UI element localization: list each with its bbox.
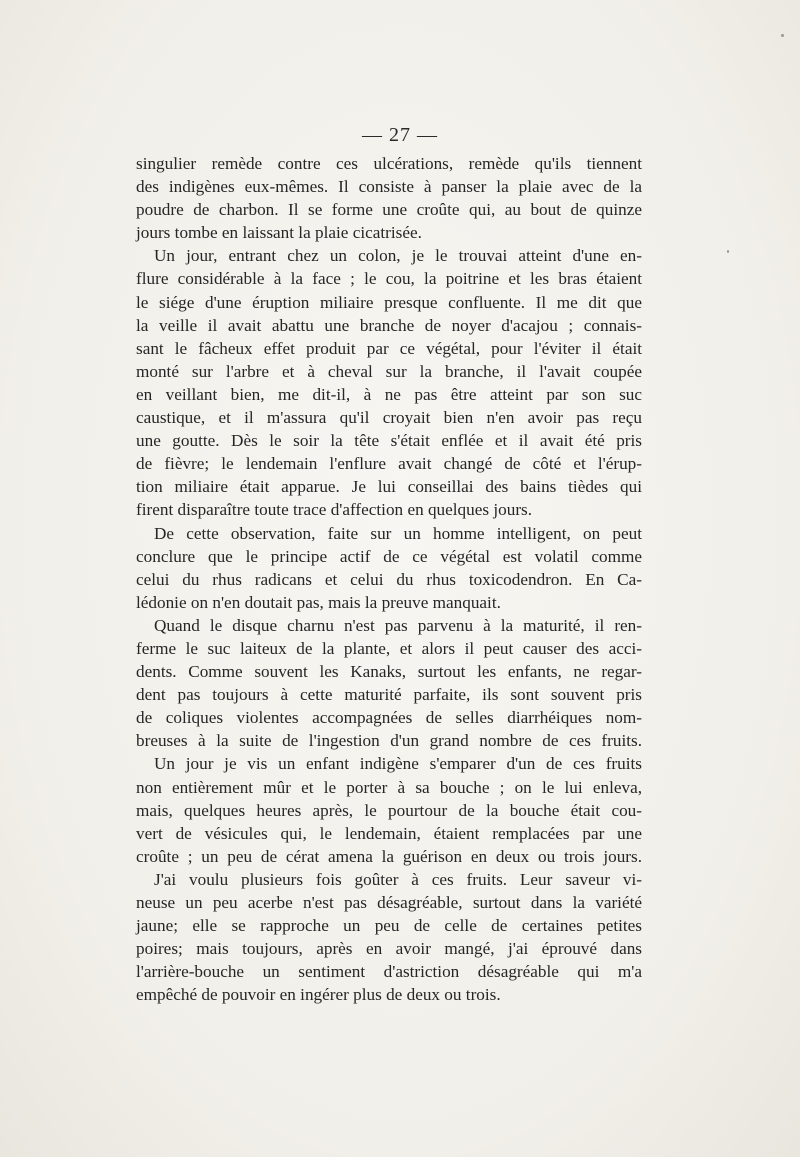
text-line: caustique, et il m'assura qu'il croyait bien n'en avoir pas reçu <box>136 408 642 428</box>
text-line: firent disparaître toute trace d'affection en quelques jours. <box>136 500 533 520</box>
paragraph-6 <box>136 868 642 1007</box>
body-text <box>136 152 642 1006</box>
paragraph-2 <box>136 244 642 521</box>
text-line: Un jour, entrant chez un colon, je le trouvai atteint d'une en- <box>154 246 642 266</box>
page-number: — 27 — <box>362 124 438 146</box>
paragraph-5 <box>136 752 642 867</box>
text-line: jours tombe en laissant la plaie cicatrisée. <box>136 223 422 243</box>
text-line: Un jour je vis un enfant indigène s'emparer d'un de ces fruits <box>154 754 642 774</box>
text-line: dent pas toujours à cette maturité parfaite, ils sont souvent pris <box>136 685 642 705</box>
text-line: empêché de pouvoir en ingérer plus de deux ou trois. <box>136 985 501 1005</box>
text-line: ferme le suc laiteux de la plante, et alors il peut causer des acci- <box>136 638 642 658</box>
text-line: de fièvre; le lendemain l'enflure avait changé de côté et l'érup- <box>136 454 642 474</box>
text-line: neuse un peu acerbe n'est pas désagréable, surtout dans la variété <box>136 893 642 912</box>
paragraph-3 <box>136 522 642 614</box>
paper-speck <box>781 34 784 37</box>
text-line: breuses à la suite de l'ingestion d'un grand nombre de ces fruits. <box>136 731 642 751</box>
text-line: De cette observation, faite sur un homme intelligent, on peut <box>154 523 642 543</box>
text-line: dents. Comme souvent les Kanaks, surtout les enfants, ne regar- <box>136 662 642 682</box>
text-line: flure considérable à la face ; le cou, la poitrine et les bras étaient <box>136 269 642 289</box>
text-line: monté sur l'arbre et à cheval sur la branche, il l'avait coupée <box>136 361 642 381</box>
text-line: des indigènes eux-mêmes. Il consiste à panser la plaie avec de la <box>136 177 642 197</box>
text-line: en veillant bien, me dit-il, à ne pas être atteint par son suc <box>136 384 642 404</box>
text-line: conclure que le principe actif de ce végétal est volatil comme <box>136 546 642 566</box>
text-line: l'arrière-bouche un sentiment d'astriction désagréable qui m'a <box>136 962 642 982</box>
text-line: de coliques violentes accompagnées de selles diarrhéiques nom- <box>136 708 642 728</box>
paragraph-4 <box>136 614 642 753</box>
text-line: croûte ; un peu de cérat amena la guérison en deux ou trois jours. <box>136 846 642 866</box>
text-line: Quand le disque charnu n'est pas parvenu à la maturité, il ren- <box>154 615 642 635</box>
paragraph-1 <box>136 152 642 244</box>
text-line: une goutte. Dès le soir la tête s'était enflée et il avait été pris <box>136 431 642 451</box>
text-line: poires; mais toujours, après en avoir mangé, j'ai éprouvé dans <box>136 939 642 959</box>
text-line: J'ai voulu plusieurs fois goûter à ces fruits. Leur saveur vi- <box>154 869 642 889</box>
text-line: sant le fâcheux effet produit par ce végétal, pour l'éviter il était <box>136 338 642 358</box>
paper-speck <box>727 250 729 253</box>
text-line: le siége d'une éruption miliaire presque confluente. Il me dit que <box>136 292 642 312</box>
text-line: non entièrement mûr et le porter à sa bouche ; on le lui enleva, <box>136 777 642 797</box>
text-line: singulier remède contre ces ulcérations, remède qu'ils tiennent <box>136 154 642 173</box>
text-line: mais, quelques heures après, le pourtour de la bouche était cou- <box>136 800 642 820</box>
text-line: lédonie on n'en doutait pas, mais la preuve manquait. <box>136 592 501 612</box>
text-line: celui du rhus radicans et celui du rhus toxicodendron. En Ca- <box>136 569 642 589</box>
text-line: la veille il avait abattu une branche de noyer d'acajou ; connais- <box>136 315 642 335</box>
text-line: jaune; elle se rapproche un peu de celle de certaines petites <box>136 916 642 936</box>
text-line: vert de vésicules qui, le lendemain, étaient remplacées par une <box>136 823 642 843</box>
text-line: tion miliaire était apparue. Je lui conseillai des bains tièdes qui <box>136 477 642 497</box>
text-line: poudre de charbon. Il se forme une croûte qui, au bout de quinze <box>136 200 642 220</box>
